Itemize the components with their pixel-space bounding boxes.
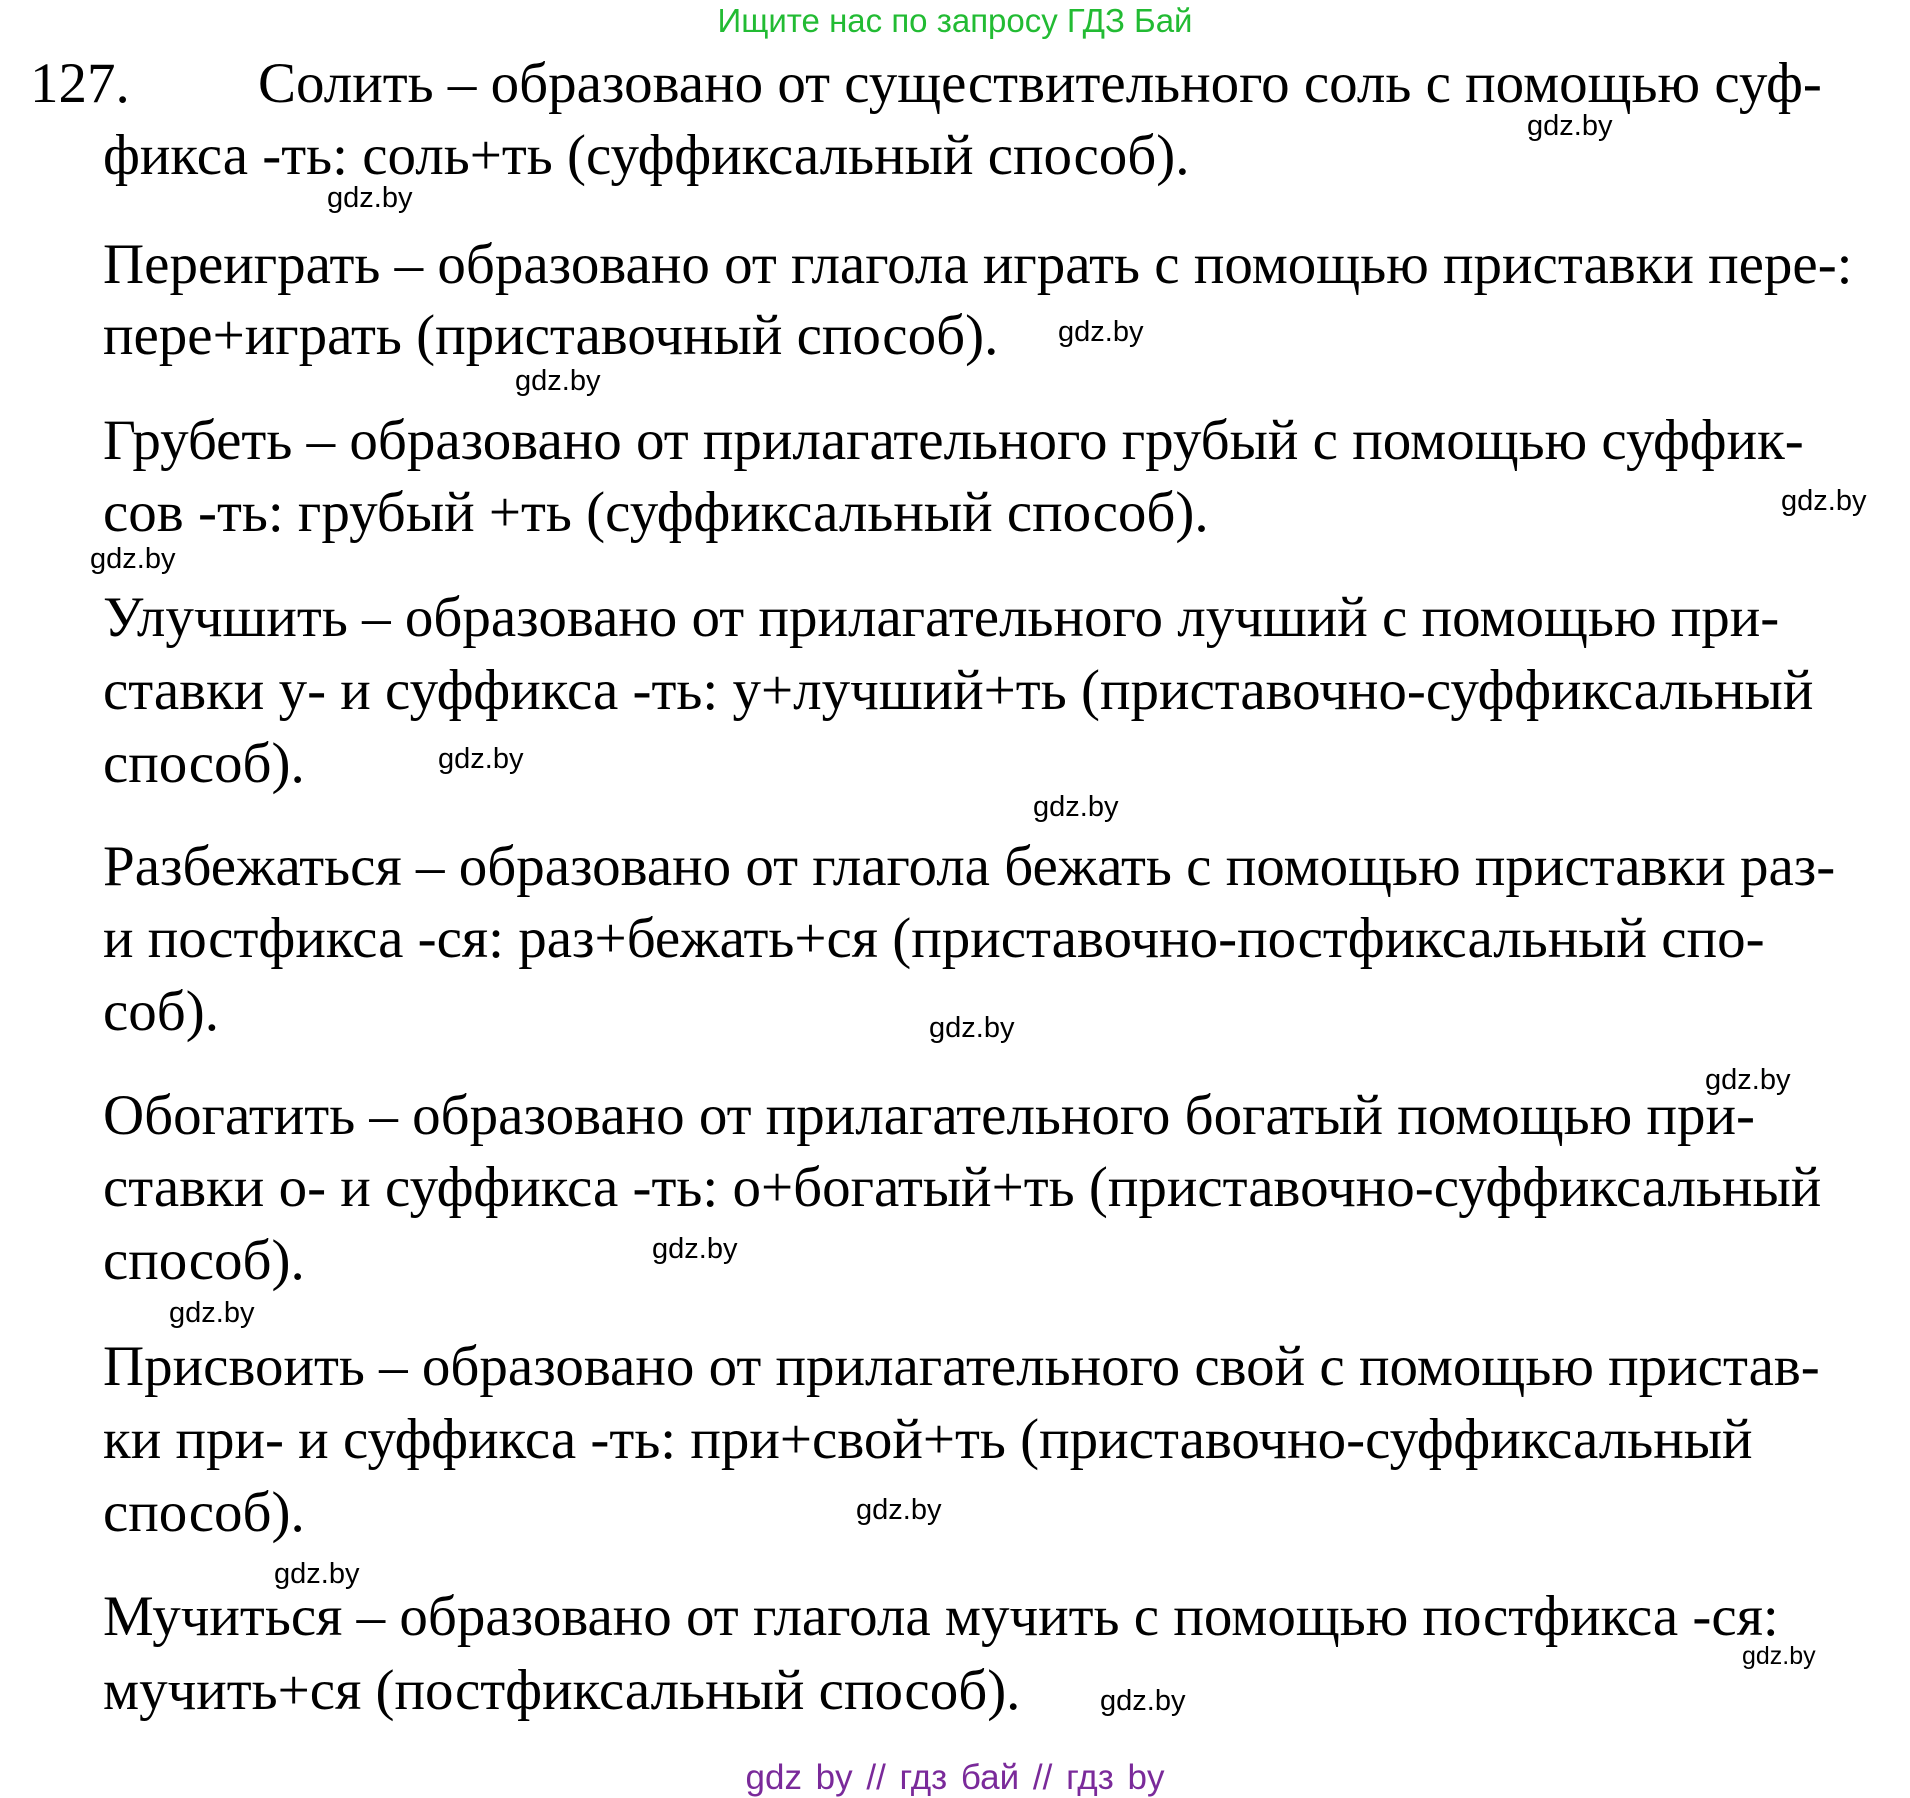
watermark: gdz.by (1033, 791, 1119, 823)
watermark: gdz.by (1705, 1064, 1791, 1096)
text-line: пере+играть (приставочный способ). (103, 304, 999, 367)
text-line: Присвоить – образовано от прилагательного свой с помощью пристав- (103, 1335, 1820, 1398)
text-line: Переиграть – образовано от глагола играть с помощью приставки пере-: (103, 233, 1853, 296)
text-line: и постфикса -ся: раз+бежать+ся (приставочно-постфиксальный спо- (103, 907, 1765, 970)
watermark: gdz.by (1742, 1642, 1816, 1670)
watermark: gdz.by (929, 1012, 1015, 1044)
watermark: gdz.by (856, 1494, 942, 1526)
text-line: Разбежаться – образовано от глагола бежать с помощью приставки раз- (103, 835, 1836, 898)
text-line: способ). (103, 1481, 305, 1544)
text-line: ставки у- и суффикса -ть: у+лучший+ть (приставочно-суффиксальный (103, 659, 1814, 722)
exercise-number: 127. (30, 52, 130, 115)
watermark: gdz.by (1058, 316, 1144, 348)
watermark: gdz.by (274, 1558, 360, 1590)
text-line: Мучиться – образовано от глагола мучить с помощью постфикса -ся: (103, 1585, 1779, 1648)
watermark: gdz.by (438, 743, 524, 775)
text-line: Солить – образовано от существительного соль с помощью суф- (258, 52, 1822, 115)
text-line: Улучшить – образовано от прилагательного лучший с помощью при- (103, 586, 1780, 649)
text-line: соб). (103, 980, 220, 1043)
text-line: сов -ть: грубый +ть (суффиксальный способ). (103, 481, 1209, 544)
watermark: gdz.by (1100, 1685, 1186, 1717)
watermark: gdz.by (1781, 485, 1867, 517)
text-line: Обогатить – образовано от прилагательного богатый помощью при- (103, 1084, 1755, 1147)
text-line: ки при- и суффикса -ть: при+свой+ть (приставочно-суффиксальный (103, 1408, 1753, 1471)
text-line: способ). (103, 1229, 305, 1292)
watermark: gdz.by (90, 543, 176, 575)
watermark: gdz.by (1527, 110, 1613, 142)
watermark: gdz.by (652, 1233, 738, 1265)
site-banner: Ищите нас по запросу ГДЗ Бай (717, 2, 1193, 39)
site-footer: gdz by // гдз бай // гдз by (745, 1758, 1165, 1797)
watermark: gdz.by (515, 365, 601, 397)
text-line: мучить+ся (постфиксальный способ). (103, 1659, 1021, 1722)
watermark: gdz.by (327, 182, 413, 214)
text-line: способ). (103, 732, 305, 795)
text-line: фикса -ть: соль+ть (суффиксальный способ). (103, 124, 1190, 187)
watermark: gdz.by (169, 1297, 255, 1329)
text-line: Грубеть – образовано от прилагательного грубый с помощью суффик- (103, 409, 1804, 472)
text-line: ставки о- и суффикса -ть: о+богатый+ть (приставочно-суффиксальный (103, 1156, 1822, 1219)
